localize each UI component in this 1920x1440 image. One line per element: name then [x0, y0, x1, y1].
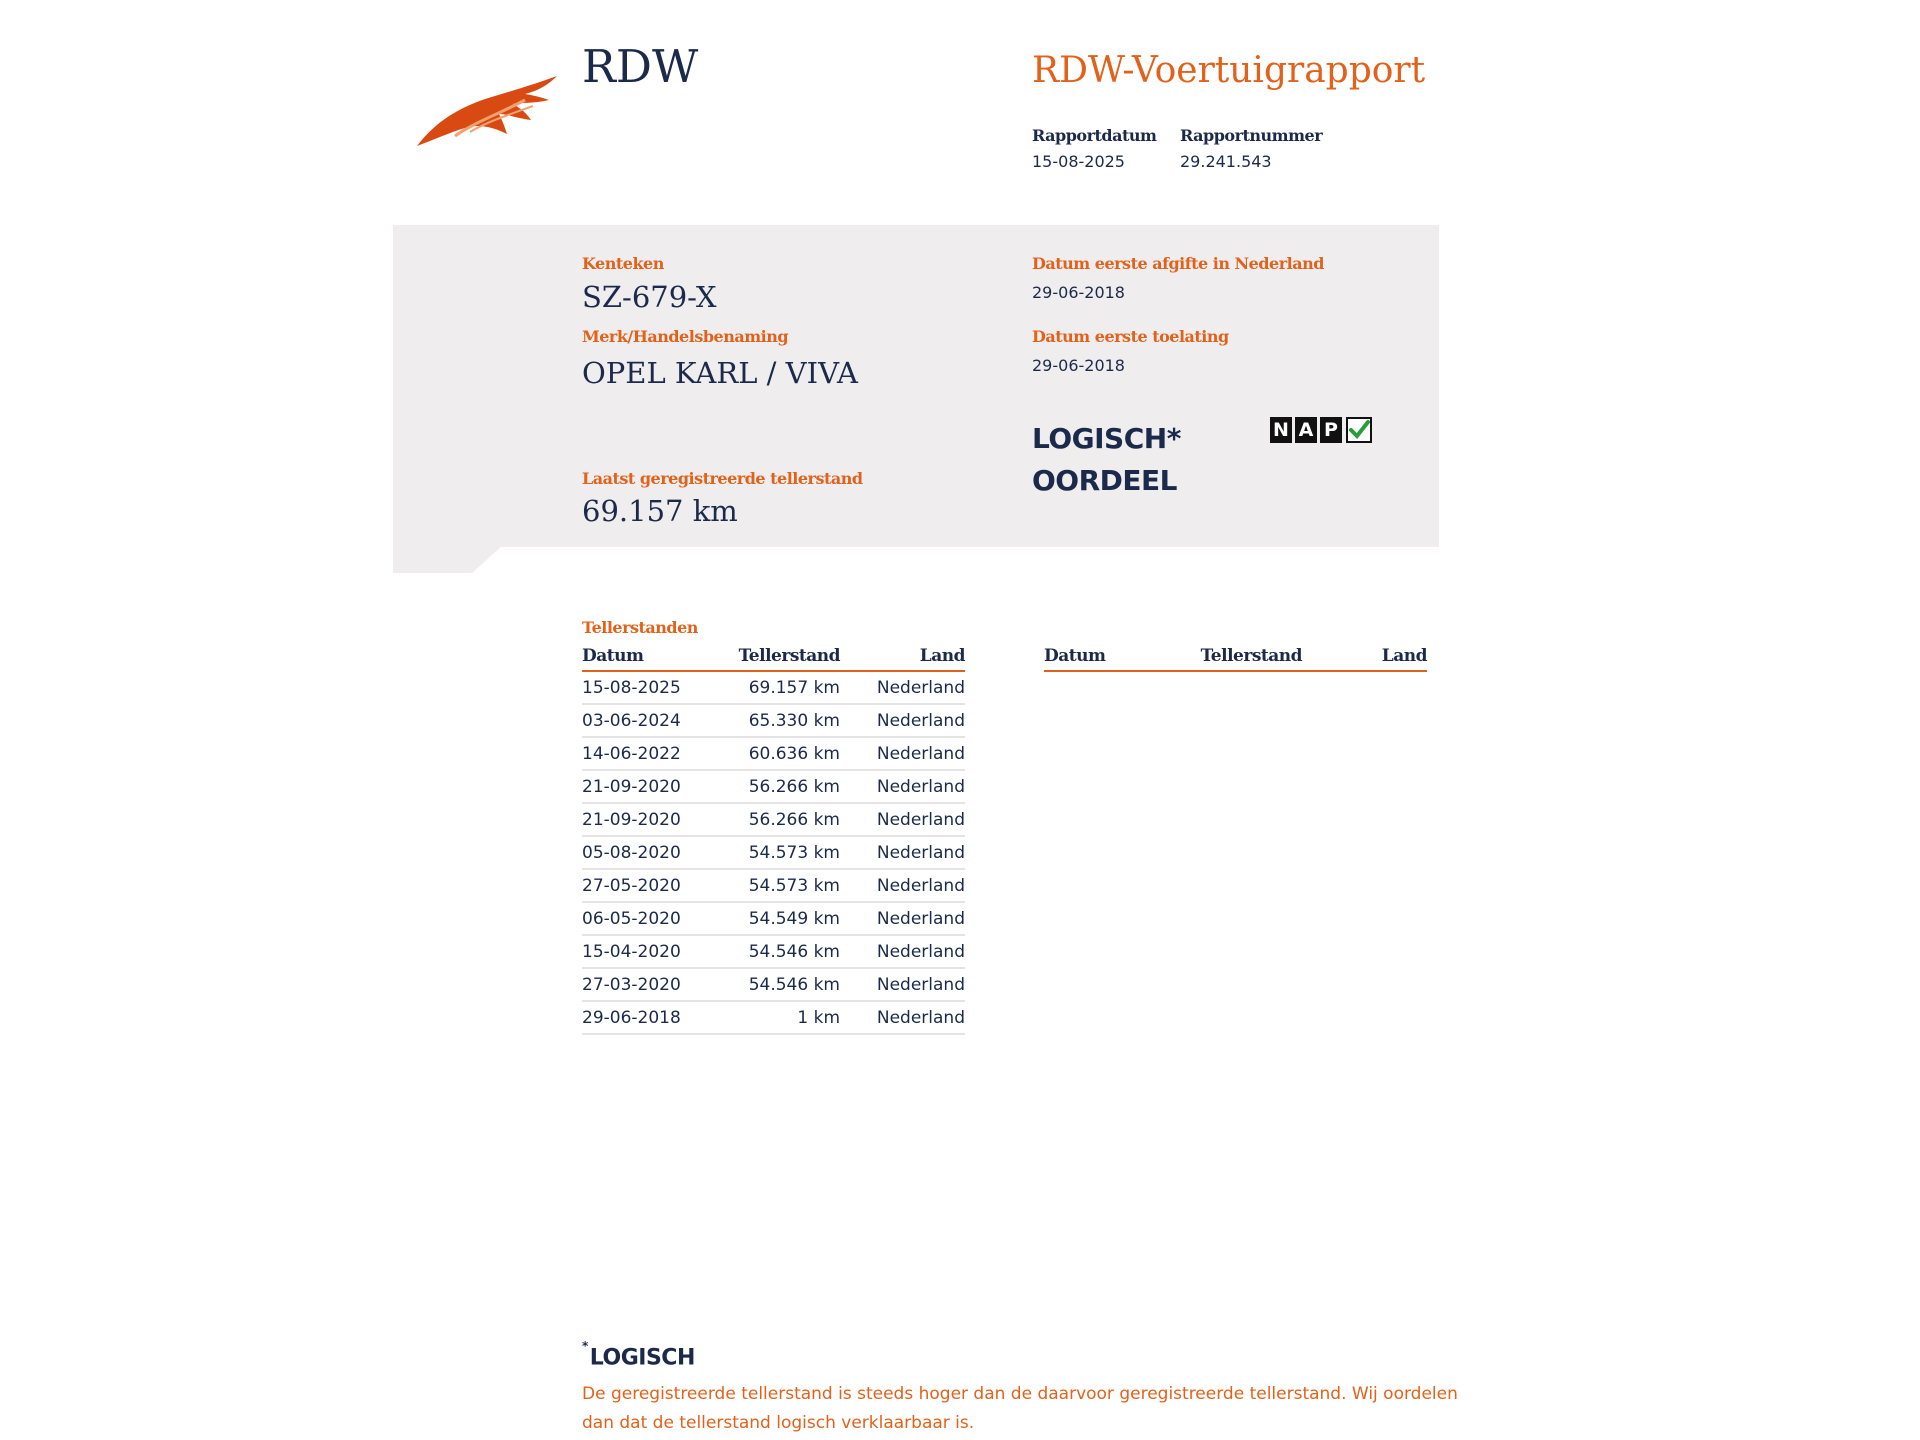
mileage-label: Laatst geregistreerde tellerstand — [582, 469, 863, 488]
cell-reading: 54.546 km — [712, 935, 840, 968]
table-row — [582, 671, 965, 704]
cell-country: Nederland — [840, 935, 965, 968]
table-header-row — [1044, 642, 1427, 671]
cell-reading: 54.549 km — [712, 902, 840, 935]
table-row — [582, 902, 965, 935]
cell-country: Nederland — [840, 803, 965, 836]
odometer-title: Tellerstanden — [582, 618, 698, 637]
footnote-title — [582, 1339, 695, 1371]
cell-country: Nederland — [840, 671, 965, 704]
cell-date: 27-05-2020 — [582, 869, 712, 902]
footnote-text: De geregistreerde tellerstand is steeds hoger dan de daarvoor geregistreerde tellerstand. Wij oordelen dan dat de tellerstand logisch verklaarbaar is. — [582, 1384, 1458, 1433]
cell-country: Nederland — [840, 1001, 965, 1034]
table-row — [582, 935, 965, 968]
odometer-table-right — [1044, 642, 1427, 672]
cell-date: 29-06-2018 — [582, 1001, 712, 1034]
nap-logo — [1270, 417, 1382, 457]
cell-date: 21-09-2020 — [582, 803, 712, 836]
nap-letter-a: A — [1295, 417, 1317, 443]
make-label: Merk/Handelsbenaming — [582, 327, 789, 346]
cell-country: Nederland — [840, 968, 965, 1001]
footnote-marker: * — [582, 1339, 588, 1353]
cell-reading: 56.266 km — [712, 803, 840, 836]
cell-date: 14-06-2022 — [582, 737, 712, 770]
cell-date: 21-09-2020 — [582, 770, 712, 803]
verdict-line-1: LOGISCH* — [1032, 422, 1181, 455]
report-date-label: Rapportdatum — [1032, 126, 1157, 145]
vehicle-make: OPEL KARL / VIVA — [582, 356, 858, 390]
first-issue-nl-date: 29-06-2018 — [1032, 283, 1125, 302]
cell-date: 06-05-2020 — [582, 902, 712, 935]
cell-reading: 56.266 km — [712, 770, 840, 803]
report-number-label: Rapportnummer — [1180, 126, 1323, 145]
rdw-logo-icon — [415, 70, 560, 150]
cell-date: 27-03-2020 — [582, 968, 712, 1001]
column-header-reading: Tellerstand — [1174, 642, 1302, 671]
first-admission-label: Datum eerste toelating — [1032, 327, 1229, 346]
cell-country: Nederland — [840, 902, 965, 935]
cell-reading: 69.157 km — [712, 671, 840, 704]
cell-reading: 1 km — [712, 1001, 840, 1034]
column-header-country: Land — [1302, 642, 1427, 671]
cell-country: Nederland — [840, 836, 965, 869]
first-admission-date: 29-06-2018 — [1032, 356, 1125, 375]
report-number: 29.241.543 — [1180, 152, 1272, 171]
first-issue-nl-label: Datum eerste afgifte in Nederland — [1032, 254, 1324, 273]
odometer-table — [582, 642, 965, 1035]
cell-reading: 54.546 km — [712, 968, 840, 1001]
column-header-reading: Tellerstand — [712, 642, 840, 671]
nap-letter-p: P — [1320, 417, 1342, 443]
column-header-date: Datum — [1044, 642, 1174, 671]
cell-reading: 60.636 km — [712, 737, 840, 770]
license-plate: SZ-679-X — [582, 280, 717, 314]
cell-date: 05-08-2020 — [582, 836, 712, 869]
report-date: 15-08-2025 — [1032, 152, 1125, 171]
cell-date: 15-04-2020 — [582, 935, 712, 968]
table-row — [582, 968, 965, 1001]
table-row — [582, 737, 965, 770]
footnote-title-text: LOGISCH — [589, 1345, 695, 1371]
report-title: RDW-Voertuigrapport — [1032, 50, 1426, 91]
table-row — [582, 803, 965, 836]
table-row — [582, 704, 965, 737]
cell-country: Nederland — [840, 704, 965, 737]
cell-date: 03-06-2024 — [582, 704, 712, 737]
brand-name: RDW — [582, 40, 699, 93]
table-row — [582, 836, 965, 869]
nap-letter-n: N — [1270, 417, 1292, 443]
column-header-country: Land — [840, 642, 965, 671]
verdict-line-2: OORDEEL — [1032, 464, 1178, 497]
cell-date: 15-08-2025 — [582, 671, 712, 704]
table-row — [582, 770, 965, 803]
panel-tab-decoration — [393, 545, 503, 573]
cell-country: Nederland — [840, 869, 965, 902]
cell-reading: 65.330 km — [712, 704, 840, 737]
column-header-date: Datum — [582, 642, 712, 671]
plate-label: Kenteken — [582, 254, 664, 273]
cell-country: Nederland — [840, 737, 965, 770]
verdict — [1032, 418, 1181, 502]
check-icon — [1346, 417, 1372, 443]
vehicle-summary-panel — [393, 225, 1439, 547]
table-row — [582, 869, 965, 902]
cell-country: Nederland — [840, 770, 965, 803]
table-header-row — [582, 642, 965, 671]
cell-reading: 54.573 km — [712, 836, 840, 869]
table-row — [582, 1001, 965, 1034]
cell-reading: 54.573 km — [712, 869, 840, 902]
last-mileage: 69.157 km — [582, 494, 738, 528]
